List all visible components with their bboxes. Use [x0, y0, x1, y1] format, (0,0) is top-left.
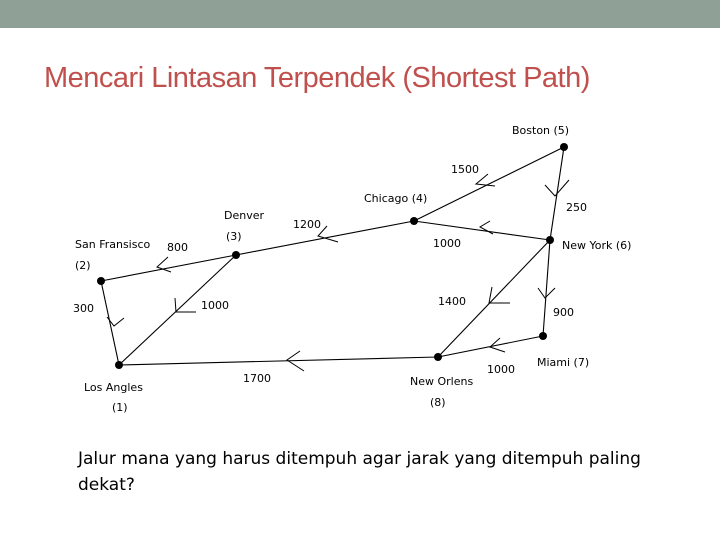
shortest-path-graph — [0, 110, 720, 420]
question-text: Jalur mana yang harus ditempuh agar jarak yang ditempuh paling dekat? — [78, 449, 641, 495]
node-4 — [410, 217, 418, 225]
node-8 — [434, 353, 442, 361]
weight-4-3: 1200 — [293, 218, 321, 231]
node-index-3: (3) — [226, 230, 242, 243]
edge-5-4 — [414, 147, 564, 221]
edges — [101, 147, 564, 365]
arrow-4-3 — [318, 226, 338, 242]
node-3 — [232, 251, 240, 259]
node-label-5: Boston (5) — [512, 124, 570, 137]
weight-5-4: 1500 — [451, 163, 479, 176]
node-5 — [560, 143, 568, 151]
edge-3-2 — [101, 255, 236, 281]
weight-3-2: 800 — [167, 241, 188, 254]
node-index-1: (1) — [112, 401, 128, 414]
edge-6-7 — [543, 240, 550, 336]
node-label-6: New York (6) — [562, 239, 632, 252]
weight-6-4: 1000 — [433, 237, 461, 250]
node-label-8: New Orlens — [410, 375, 474, 388]
edge-8-1 — [119, 357, 438, 365]
weight-8-1: 1700 — [243, 372, 271, 385]
node-1 — [115, 361, 123, 369]
node-index-2: (2) — [75, 259, 91, 272]
node-index-8: (8) — [430, 396, 446, 409]
weight-6-8: 1400 — [438, 295, 466, 308]
weight-2-1: 300 — [73, 302, 94, 315]
node-label-4: Chicago (4) — [364, 192, 428, 205]
node-label-2: San Fransisco — [75, 238, 151, 251]
node-6 — [546, 236, 554, 244]
node-label-3: Denver — [224, 209, 265, 222]
weight-3-1: 1000 — [201, 299, 229, 312]
node-label-7: Miami (7) — [537, 356, 590, 369]
edge-weights — [73, 163, 590, 385]
slide-title: Mencari Lintasan Terpendek (Shortest Path) — [44, 62, 590, 94]
direction-arrows — [107, 174, 569, 371]
node-7 — [539, 332, 547, 340]
weight-7-8: 1000 — [487, 363, 515, 376]
top-accent-bar — [0, 0, 720, 28]
node-label-1: Los Angles — [84, 381, 143, 394]
node-2 — [97, 277, 105, 285]
edge-2-1 — [101, 281, 119, 365]
weight-6-7: 900 — [553, 306, 574, 319]
weight-5-6: 250 — [566, 201, 587, 214]
nodes — [97, 143, 568, 369]
arrow-5-6 — [545, 180, 569, 196]
